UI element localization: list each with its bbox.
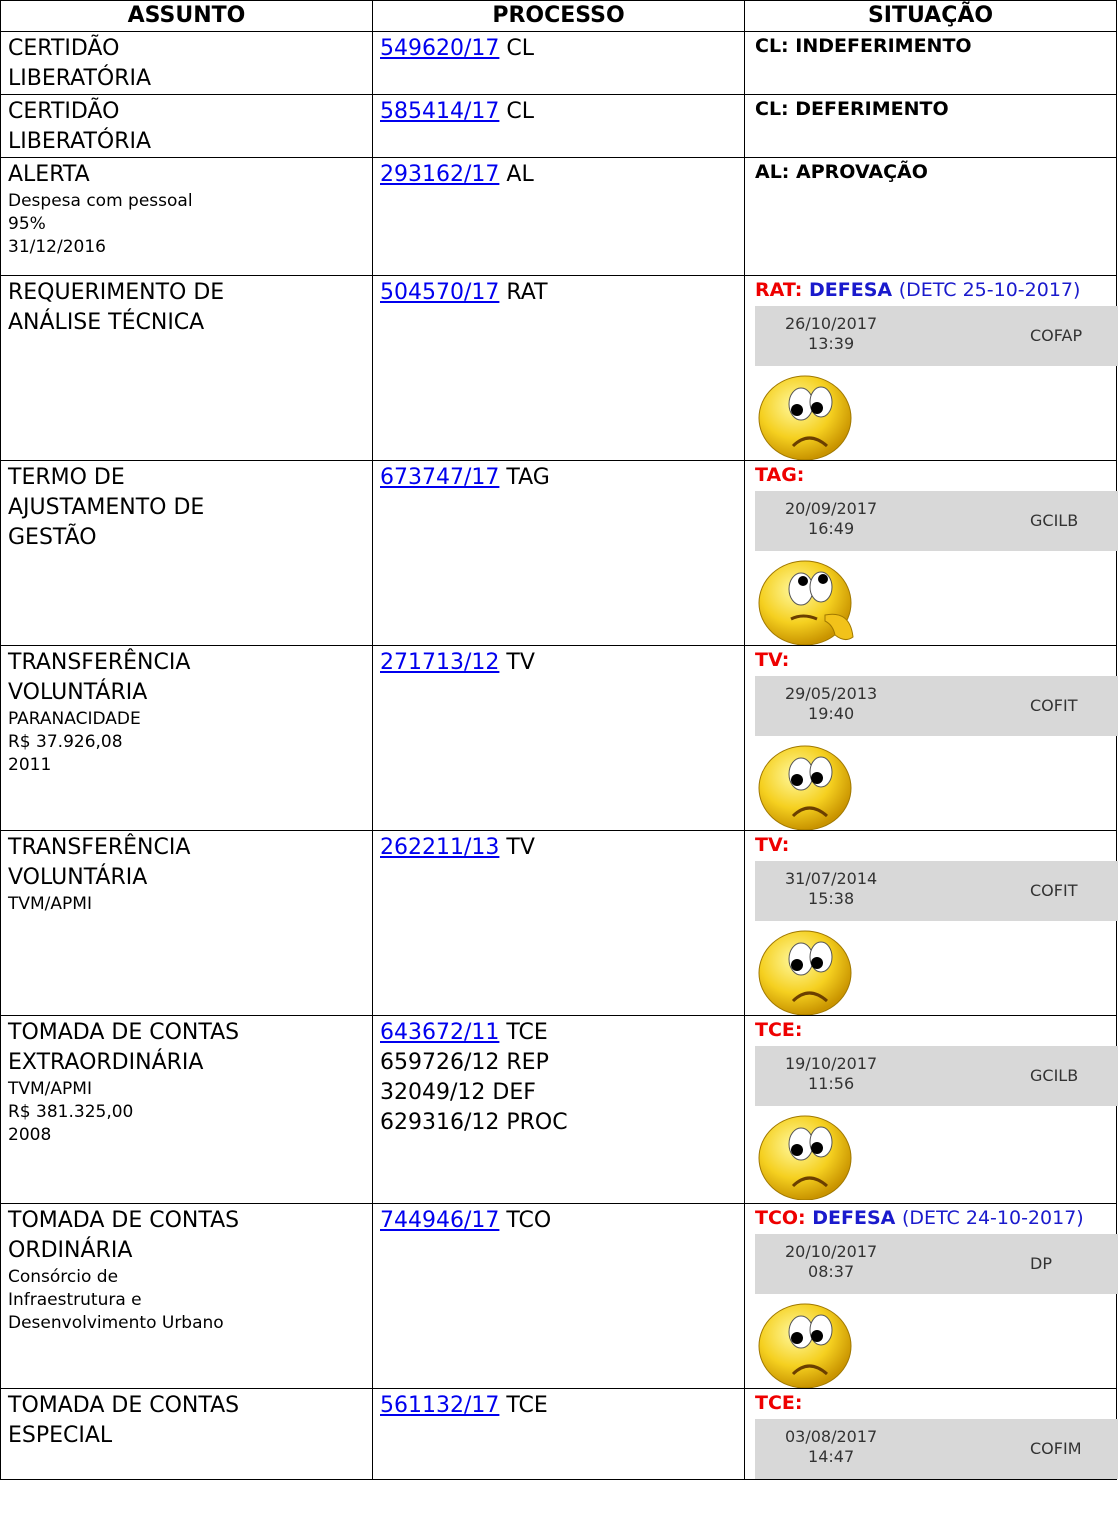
subject-detail: TVM/APMI (8, 894, 92, 914)
status-detail-box (755, 306, 1118, 366)
subject-line: TOMADA DE CONTAS (8, 1393, 240, 1418)
status-organ: DP (1030, 1254, 1052, 1273)
process-link[interactable]: 293162/17 (380, 162, 500, 187)
status-date: 31/07/2014 (785, 869, 878, 888)
status-value: DEFESA (812, 1207, 896, 1229)
process-cell (373, 1389, 745, 1480)
subject-cell (1, 461, 373, 646)
process-type: TV (506, 650, 535, 675)
status-prefix: TCE: (755, 1392, 803, 1414)
process-line (380, 463, 744, 493)
subject-detail: 2011 (8, 755, 52, 775)
process-link[interactable]: 549620/17 (380, 36, 500, 61)
status-cell (745, 831, 1117, 1016)
status-time: 16:49 (808, 519, 855, 538)
process-link[interactable]: 561132/17 (380, 1393, 500, 1418)
subject-detail: TVM/APMI (8, 1079, 92, 1099)
status-datetime (785, 1242, 877, 1282)
subject-line: VOLUNTÁRIA (8, 680, 148, 705)
status-detail-box (755, 861, 1118, 921)
subject-line: ORDINÁRIA (8, 1238, 133, 1263)
subject-detail: Infraestrutura e (8, 1290, 142, 1310)
status-date: 03/08/2017 (785, 1427, 878, 1446)
subject-detail: 31/12/2016 (8, 237, 106, 257)
subject-cell (1, 831, 373, 1016)
process-cell (373, 1204, 745, 1389)
header-assunto: ASSUNTO (1, 1, 373, 32)
process-line (380, 34, 744, 64)
status-cell (745, 1204, 1117, 1389)
process-type: TAG (506, 465, 550, 490)
subject-detail: Despesa com pessoal (8, 191, 193, 211)
process-line (380, 648, 744, 678)
status-organ: GCILB (1030, 1066, 1079, 1085)
status-value: DEFERIMENTO (795, 98, 949, 120)
subject-line: REQUERIMENTO DE (8, 280, 225, 305)
status-line (755, 160, 1116, 184)
process-link[interactable]: 673747/17 (380, 465, 500, 490)
status-line (755, 278, 1116, 302)
process-link[interactable]: 271713/12 (380, 650, 500, 675)
table-row (1, 1204, 1117, 1389)
subject-line: AJUSTAMENTO DE (8, 495, 205, 520)
process-type: TV (506, 835, 535, 860)
process-type: AL (506, 162, 534, 187)
status-cell (745, 276, 1117, 461)
status-prefix: TV: (755, 649, 790, 671)
table-row (1, 32, 1117, 95)
subject-line: LIBERATÓRIA (8, 66, 152, 91)
process-line (380, 1391, 744, 1421)
status-prefix: TCE: (755, 1019, 803, 1041)
status-datetime (785, 499, 877, 539)
status-line (755, 1391, 1116, 1415)
status-cell (745, 646, 1117, 831)
status-cell (745, 1016, 1117, 1204)
status-datetime (785, 1427, 877, 1467)
table-row (1, 1389, 1117, 1480)
subject-line: GESTÃO (8, 525, 97, 550)
status-prefix: TV: (755, 834, 790, 856)
status-time: 11:56 (808, 1074, 855, 1093)
status-line (755, 1206, 1116, 1230)
subject-cell (1, 32, 373, 95)
status-date: 19/10/2017 (785, 1054, 878, 1073)
status-detail-box (755, 491, 1118, 551)
process-link[interactable]: 262211/13 (380, 835, 500, 860)
subject-cell (1, 95, 373, 158)
sad-face-icon (755, 1298, 867, 1388)
status-time: 13:39 (808, 334, 855, 353)
status-organ: COFAP (1030, 326, 1083, 345)
status-prefix: TAG: (755, 464, 805, 486)
table-row (1, 158, 1117, 276)
subject-line: CERTIDÃO (8, 99, 120, 124)
process-type: CL (506, 99, 535, 124)
process-cell (373, 646, 745, 831)
table-row (1, 646, 1117, 831)
status-date: 20/09/2017 (785, 499, 878, 518)
sad-face-icon (755, 370, 867, 460)
header-situacao: SITUAÇÃO (745, 1, 1117, 32)
sad-face-icon (755, 1110, 867, 1200)
status-line (755, 97, 1116, 121)
header-processo: PROCESSO (373, 1, 745, 32)
status-organ: GCILB (1030, 511, 1079, 530)
process-line (380, 833, 744, 863)
status-line (755, 648, 1116, 672)
process-cell (373, 461, 745, 646)
status-detail-box (755, 676, 1118, 736)
status-line (755, 463, 1116, 487)
status-prefix: CL: (755, 35, 789, 57)
status-time: 08:37 (808, 1262, 855, 1281)
status-datetime (785, 1054, 877, 1094)
subject-cell (1, 1389, 373, 1480)
subject-cell (1, 1204, 373, 1389)
subject-detail: R$ 381.325,00 (8, 1102, 134, 1122)
status-cell (745, 32, 1117, 95)
table-row (1, 1016, 1117, 1204)
process-line (380, 278, 744, 308)
subject-line: ANÁLISE TÉCNICA (8, 310, 205, 335)
status-cell (745, 95, 1117, 158)
status-prefix: AL: (755, 161, 790, 183)
subject-line: TRANSFERÊNCIA (8, 650, 191, 675)
process-extra: 629316/12 PROC (380, 1110, 568, 1135)
status-value: INDEFERIMENTO (795, 35, 972, 57)
subject-line: ESPECIAL (8, 1423, 113, 1448)
status-detail-box (755, 1234, 1118, 1294)
process-cell (373, 158, 745, 276)
table-row (1, 95, 1117, 158)
process-line (380, 1018, 744, 1048)
status-organ: COFIM (1030, 1439, 1082, 1458)
status-value: DEFESA (809, 279, 893, 301)
process-cell (373, 1016, 745, 1204)
status-date: 29/05/2013 (785, 684, 878, 703)
subject-detail: 2008 (8, 1125, 52, 1145)
status-detail-box (755, 1046, 1118, 1106)
subject-detail: R$ 37.926,08 (8, 732, 123, 752)
subject-line: LIBERATÓRIA (8, 129, 152, 154)
process-type: TCE (506, 1020, 548, 1045)
subject-detail: Desenvolvimento Urbano (8, 1313, 224, 1333)
subject-cell (1, 158, 373, 276)
status-datetime (785, 869, 877, 909)
status-date: 20/10/2017 (785, 1242, 878, 1261)
process-line (380, 1206, 744, 1236)
process-link[interactable]: 744946/17 (380, 1208, 500, 1233)
process-cell (373, 276, 745, 461)
subject-cell (1, 276, 373, 461)
status-prefix: CL: (755, 98, 789, 120)
subject-detail: PARANACIDADE (8, 709, 141, 729)
subject-line: ALERTA (8, 162, 90, 187)
process-link[interactable]: 585414/17 (380, 99, 500, 124)
status-time: 19:40 (808, 704, 855, 723)
process-cell (373, 32, 745, 95)
subject-line: EXTRAORDINÁRIA (8, 1050, 204, 1075)
subject-detail: 95% (8, 214, 46, 234)
thinking-face-icon (755, 555, 867, 645)
status-note: (DETC 25-10-2017) (898, 279, 1081, 301)
subject-line: TOMADA DE CONTAS (8, 1208, 240, 1233)
sad-face-icon (755, 740, 867, 830)
process-link[interactable]: 643672/11 (380, 1020, 500, 1045)
status-cell (745, 158, 1117, 276)
subject-line: VOLUNTÁRIA (8, 865, 148, 890)
table-row (1, 831, 1117, 1016)
subject-line: CERTIDÃO (8, 36, 120, 61)
status-cell (745, 461, 1117, 646)
process-link[interactable]: 504570/17 (380, 280, 500, 305)
subject-line: TERMO DE (8, 465, 125, 490)
status-datetime (785, 684, 877, 724)
status-time: 15:38 (808, 889, 855, 908)
status-prefix: RAT: (755, 279, 803, 301)
process-cell (373, 831, 745, 1016)
process-type: TCE (506, 1393, 548, 1418)
process-line (380, 97, 744, 127)
status-datetime (785, 314, 877, 354)
status-detail-box (755, 1419, 1118, 1479)
process-extra: 32049/12 DEF (380, 1080, 536, 1105)
status-value: APROVAÇÃO (796, 161, 928, 183)
status-time: 14:47 (808, 1447, 855, 1466)
status-organ: COFIT (1030, 696, 1078, 715)
process-type: RAT (506, 280, 548, 305)
status-prefix: TCO: (755, 1207, 806, 1229)
process-type: CL (506, 36, 535, 61)
sad-face-icon (755, 925, 867, 1015)
table-row (1, 461, 1117, 646)
status-line (755, 34, 1116, 58)
subject-line: TRANSFERÊNCIA (8, 835, 191, 860)
subject-cell (1, 1016, 373, 1204)
process-type: TCO (506, 1208, 552, 1233)
process-extra: 659726/12 REP (380, 1050, 549, 1075)
process-cell (373, 95, 745, 158)
status-note: (DETC 24-10-2017) (902, 1207, 1084, 1229)
subject-cell (1, 646, 373, 831)
process-line (380, 160, 744, 190)
status-cell (745, 1389, 1117, 1480)
status-line (755, 833, 1116, 857)
subject-line: TOMADA DE CONTAS (8, 1020, 240, 1045)
subject-detail: Consórcio de (8, 1267, 119, 1287)
status-organ: COFIT (1030, 881, 1078, 900)
table-row (1, 276, 1117, 461)
status-date: 26/10/2017 (785, 314, 878, 333)
status-line (755, 1018, 1116, 1042)
header-row (1, 1, 1117, 32)
